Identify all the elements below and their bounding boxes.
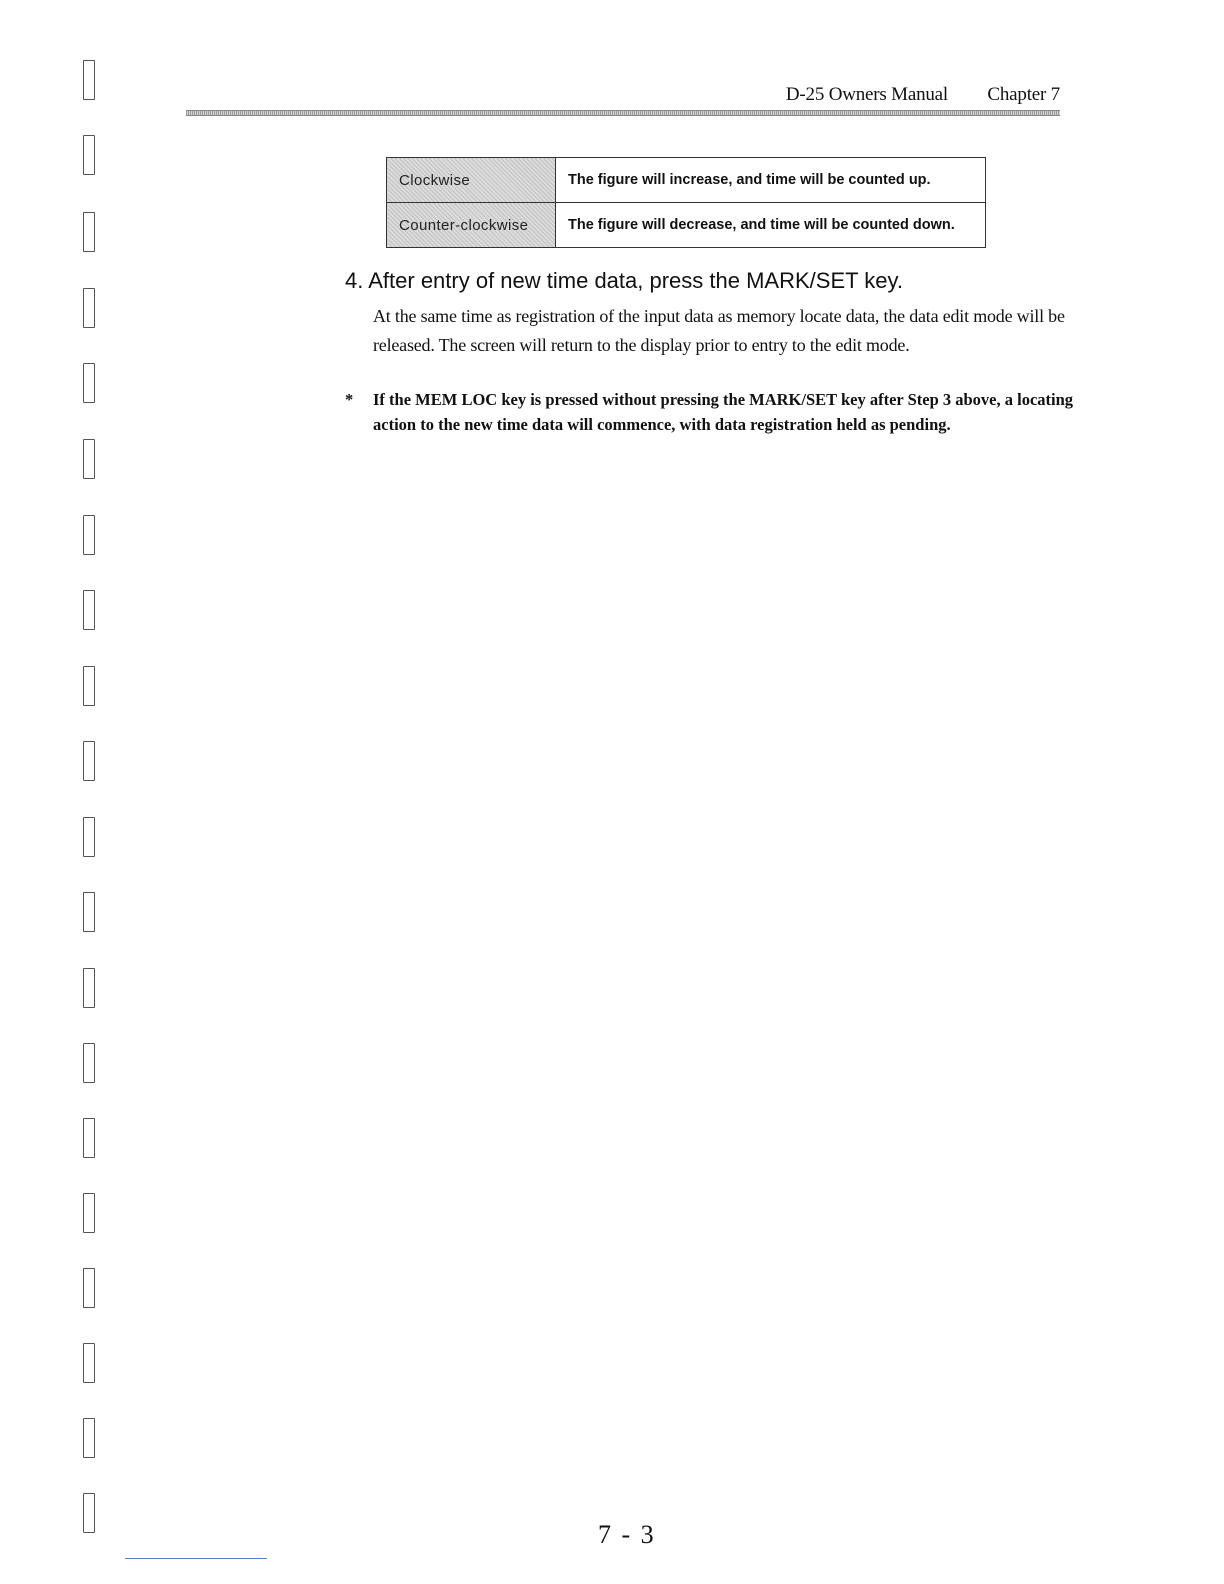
binder-hole bbox=[83, 288, 95, 328]
binder-hole bbox=[83, 1493, 95, 1533]
direction-cell: Clockwise bbox=[387, 158, 556, 203]
binder-hole bbox=[83, 1418, 95, 1458]
description-cell: The figure will increase, and time will be counted up. bbox=[556, 158, 986, 203]
binder-hole bbox=[83, 439, 95, 479]
note-text: If the MEM LOC key is pressed without pressing the MARK/SET key after Step 3 above, a locating action to the new time data will commence, with data registration held as pending. bbox=[373, 390, 1074, 434]
binder-hole bbox=[83, 60, 95, 100]
binder-hole bbox=[83, 135, 95, 175]
binder-hole bbox=[83, 817, 95, 857]
direction-cell: Counter-clockwise bbox=[387, 203, 556, 248]
binder-hole bbox=[83, 1118, 95, 1158]
footer-rule bbox=[125, 1558, 267, 1559]
step-body: At the same time as registration of the input data as memory locate data, the data edit mode will be released. The screen will return to the display prior to entry to the edit mode. bbox=[373, 306, 1065, 355]
rotation-table bbox=[386, 157, 986, 248]
chapter-label: Chapter 7 bbox=[987, 84, 1060, 105]
note bbox=[345, 387, 1075, 437]
header-rule bbox=[186, 110, 1060, 116]
binder-hole bbox=[83, 1043, 95, 1083]
binder-hole bbox=[83, 1343, 95, 1383]
binder-hole bbox=[83, 1193, 95, 1233]
page-header bbox=[186, 84, 1060, 114]
binder-hole bbox=[83, 590, 95, 630]
binder-hole bbox=[83, 1268, 95, 1308]
manual-title: D-25 Owners Manual bbox=[785, 84, 948, 105]
page-number: 7 - 3 bbox=[598, 1520, 656, 1549]
table-row bbox=[387, 203, 986, 248]
binder-hole bbox=[83, 968, 95, 1008]
table-row bbox=[387, 158, 986, 203]
description-cell: The figure will decrease, and time will be counted down. bbox=[556, 203, 986, 248]
binder-hole bbox=[83, 515, 95, 555]
step-heading: 4. After entry of new time data, press the MARK/SET key. bbox=[345, 268, 903, 293]
binder-hole bbox=[83, 666, 95, 706]
binder-hole bbox=[83, 212, 95, 252]
binder-hole bbox=[83, 363, 95, 403]
binder-hole bbox=[83, 741, 95, 781]
asterisk-marker: * bbox=[345, 390, 354, 409]
binder-hole bbox=[83, 892, 95, 932]
